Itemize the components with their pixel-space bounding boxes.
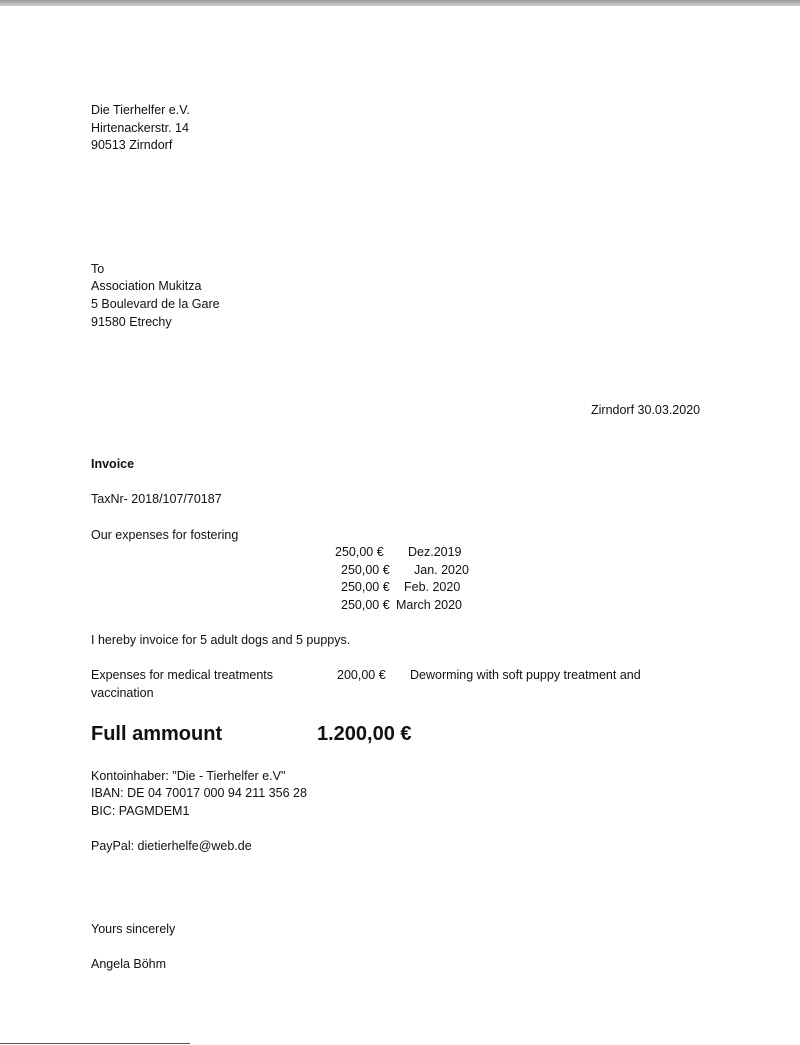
expenses-intro: Our expenses for fostering <box>91 528 239 542</box>
total-label: Full ammount <box>91 723 223 745</box>
bic: BIC: PAGMDEM1 <box>91 804 190 818</box>
fostering-amount-2: 250,00 € <box>341 563 390 577</box>
sender-city: 90513 Zirndorf <box>91 138 173 152</box>
place-date: Zirndorf 30.03.2020 <box>591 403 701 417</box>
medical-description-line1: Deworming with soft puppy treatment and <box>410 668 641 682</box>
footnote-separator <box>0 1043 190 1044</box>
invoice-note: I hereby invoice for 5 adult dogs and 5 puppys. <box>91 633 351 647</box>
recipient-to-label: To <box>91 262 105 276</box>
fostering-amount-3: 250,00 € <box>341 580 390 594</box>
fostering-period-2: Jan. 2020 <box>414 563 469 577</box>
tax-number: TaxNr- 2018/107/70187 <box>91 492 222 506</box>
fostering-period-4: March 2020 <box>396 598 463 612</box>
recipient-name: Association Mukitza <box>91 279 202 293</box>
signature-name: Angela Böhm <box>91 957 167 971</box>
fostering-amount-4: 250,00 € <box>341 598 390 612</box>
medical-label: Expenses for medical treatments <box>91 668 274 682</box>
sender-street: Hirtenackerstr. 14 <box>91 121 189 135</box>
iban: IBAN: DE 04 70017 000 94 211 356 28 <box>91 786 307 800</box>
fostering-amount-1: 250,00 € <box>335 545 384 559</box>
fostering-period-1: Dez.2019 <box>408 545 462 559</box>
account-holder: Kontoinhaber: "Die - Tierhelfer e.V" <box>91 769 286 783</box>
invoice-document <box>0 6 800 1045</box>
recipient-city: 91580 Etrechy <box>91 315 172 329</box>
total-amount: 1.200,00 € <box>317 723 412 745</box>
medical-amount: 200,00 € <box>337 668 386 682</box>
sender-name: Die Tierhelfer e.V. <box>91 103 190 117</box>
fostering-period-3: Feb. 2020 <box>404 580 461 594</box>
invoice-title: Invoice <box>91 457 135 471</box>
recipient-street: 5 Boulevard de la Gare <box>91 297 220 311</box>
paypal: PayPal: dietierhelfe@web.de <box>91 839 252 853</box>
medical-description-line2: vaccination <box>91 686 154 700</box>
closing: Yours sincerely <box>91 922 176 936</box>
